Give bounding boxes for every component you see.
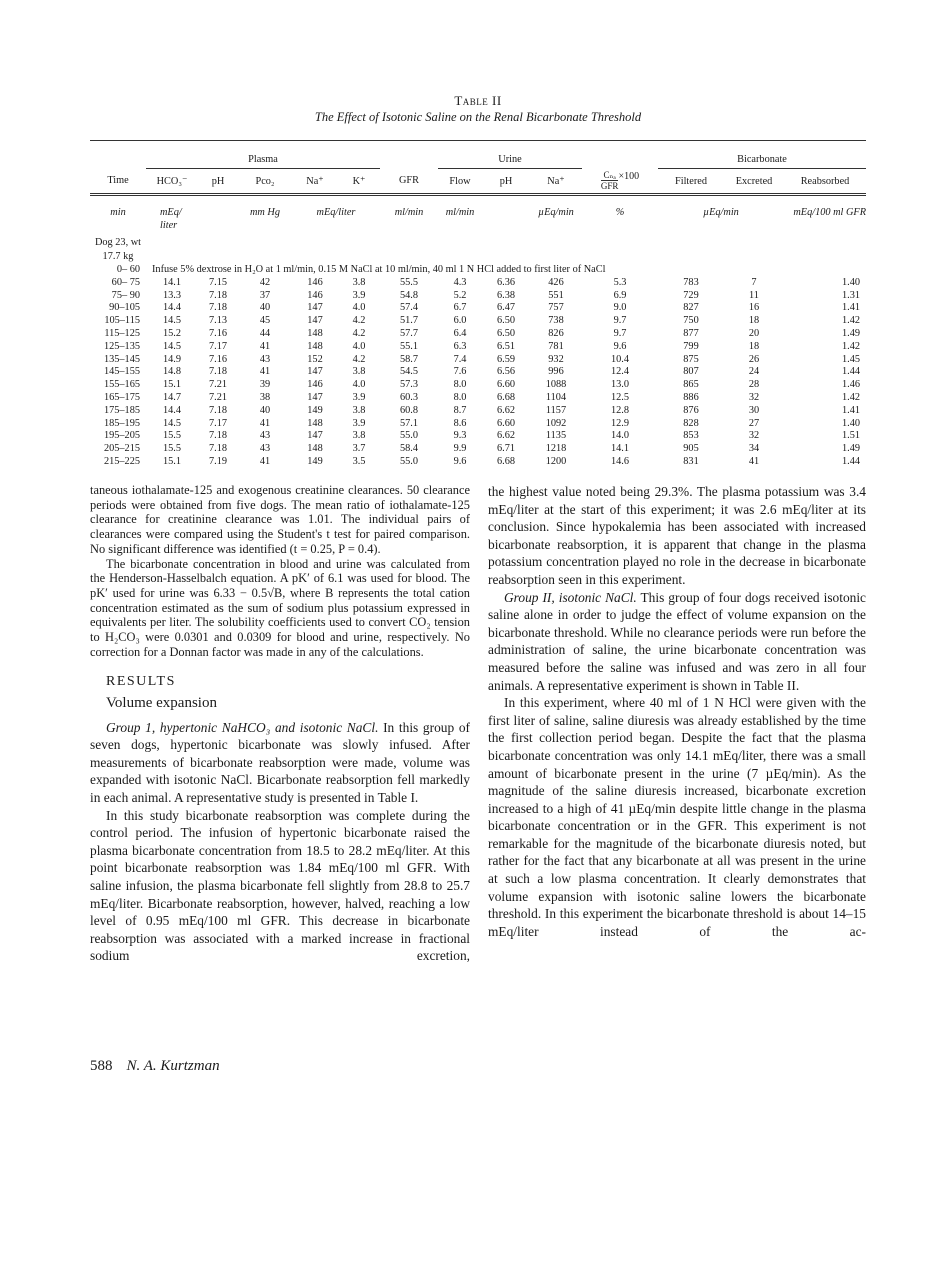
table-cell: 14.5 bbox=[162, 315, 182, 327]
table-cell: 7.4 bbox=[453, 353, 467, 365]
unit-label: mEq/ liter bbox=[160, 207, 182, 231]
table-cell: 8.0 bbox=[453, 391, 467, 403]
column-header: pH bbox=[482, 169, 530, 195]
table-cell: 45 bbox=[259, 315, 271, 327]
paragraph bbox=[488, 589, 866, 695]
table-cell: 1.44 bbox=[841, 366, 860, 378]
table-cell: 14.4 bbox=[162, 302, 182, 314]
table-cell: 1.44 bbox=[841, 455, 860, 467]
table-cell: 7.17 bbox=[208, 340, 228, 352]
table-cell: 7.6 bbox=[453, 366, 467, 378]
table-cell: 551 bbox=[548, 289, 564, 301]
table-row bbox=[90, 379, 866, 392]
table-cell: 3.8 bbox=[352, 430, 366, 442]
table-row bbox=[90, 366, 866, 379]
table-row bbox=[90, 392, 866, 405]
table-cell: 15.5 bbox=[162, 430, 182, 442]
subject-label: Dog 23, wt 17.7 kg bbox=[94, 237, 142, 262]
table-cell: 57.4 bbox=[399, 302, 419, 314]
group-plasma: Plasma bbox=[146, 145, 380, 169]
table-cell: 8.7 bbox=[453, 404, 467, 416]
table-cell: 152 bbox=[307, 353, 323, 365]
table-row bbox=[90, 277, 866, 290]
table-cell: 3.9 bbox=[352, 289, 366, 301]
table-cell: 12.9 bbox=[610, 417, 630, 429]
table-cell: 886 bbox=[683, 391, 699, 403]
table-cell: 38 bbox=[259, 391, 271, 403]
table-cell: 827 bbox=[683, 302, 699, 314]
table-cell: 14.8 bbox=[162, 366, 182, 378]
author: N. A. Kurtzman bbox=[126, 1058, 220, 1074]
table-cell: 9.7 bbox=[613, 327, 627, 339]
table-cell: 799 bbox=[683, 340, 699, 352]
table-row bbox=[90, 290, 866, 303]
table-cell: 1104 bbox=[545, 391, 567, 403]
paragraph: taneous iothalamate-125 and exogenous creatinine clearances. 50 clearance periods were obtained from five dogs. The mean ratio of iothalamate-125 clearance for creatinine clearance was 1.01. The individual pairs of clearances were compared using the Student's t test for paired comparison. No significant difference was identified (t = 0.25, P = 0.4). bbox=[90, 483, 470, 556]
table-cell: 3.8 bbox=[352, 276, 366, 288]
table-cell: 828 bbox=[683, 417, 699, 429]
infusion-note: Infuse 5% dextrose in H₂O at 1 ml/min, 0.15 M NaCl at 10 ml/min, 40 ml 1 N HCl added to first liter of NaCl bbox=[152, 264, 606, 275]
paragraph-lead: Group 1, hypertonic NaHCO₃ and isotonic NaCl. bbox=[106, 719, 379, 735]
table-cell: 807 bbox=[683, 366, 699, 378]
table-cell: 146 bbox=[307, 289, 323, 301]
table-cell: 6.7 bbox=[453, 302, 467, 314]
table-cell: 4.3 bbox=[453, 276, 467, 288]
table-cell: 16 bbox=[748, 302, 760, 314]
page-number: 588 bbox=[90, 1058, 113, 1074]
column-header: Flow bbox=[438, 169, 482, 195]
table-cell: 4.0 bbox=[352, 302, 366, 314]
table-cell: 55.0 bbox=[399, 430, 419, 442]
table-cell: 6.50 bbox=[496, 327, 516, 339]
table-cell: 5.3 bbox=[613, 276, 627, 288]
table-cell: 7.19 bbox=[208, 455, 228, 467]
table-cell: 8.6 bbox=[453, 417, 467, 429]
table-cell: 1.42 bbox=[841, 391, 860, 403]
unit-label: min bbox=[110, 207, 126, 218]
right-column bbox=[488, 483, 866, 940]
table-cell: 43 bbox=[259, 353, 271, 365]
units-row bbox=[90, 195, 866, 237]
table-cell: 7.18 bbox=[208, 443, 228, 455]
group-header-row bbox=[90, 145, 866, 169]
table-cell: 147 bbox=[307, 302, 323, 314]
table-cell: 41 bbox=[259, 340, 271, 352]
table-cell: 41 bbox=[259, 455, 271, 467]
table-cell: 60.8 bbox=[399, 404, 419, 416]
table-cell: 1.41 bbox=[841, 404, 860, 416]
table-cell: 7.18 bbox=[208, 430, 228, 442]
column-header: Na⁺ bbox=[530, 169, 582, 195]
table-cell: 55.1 bbox=[399, 340, 419, 352]
table-cell: 4.2 bbox=[352, 315, 366, 327]
table-row bbox=[90, 456, 866, 469]
time-cell: 105–115 bbox=[104, 315, 140, 327]
table-cell: 905 bbox=[683, 443, 699, 455]
table-cell: 148 bbox=[307, 417, 323, 429]
table-cell: 13.0 bbox=[610, 379, 630, 391]
table-row bbox=[90, 302, 866, 315]
table-cell: 24 bbox=[748, 366, 760, 378]
page-footer bbox=[90, 1058, 220, 1075]
table-cell: 39 bbox=[259, 379, 271, 391]
table-cell: 6.9 bbox=[613, 289, 627, 301]
table-cell: 60.3 bbox=[399, 391, 419, 403]
table-cell: 6.60 bbox=[496, 417, 516, 429]
table-cell: 3.5 bbox=[352, 455, 366, 467]
table-cell: 14.1 bbox=[610, 443, 630, 455]
table-cell: 32 bbox=[748, 391, 760, 403]
left-column bbox=[90, 483, 470, 965]
table-cell: 6.62 bbox=[496, 430, 516, 442]
table-cell: 729 bbox=[683, 289, 699, 301]
table-cell: 1.40 bbox=[841, 276, 860, 288]
column-header: Excreted bbox=[724, 169, 784, 195]
table-cell: 750 bbox=[683, 315, 699, 327]
column-header: K⁺ bbox=[338, 169, 380, 195]
table-cell: 12.4 bbox=[610, 366, 630, 378]
table-cell: 831 bbox=[683, 455, 699, 467]
column-header-cna-ratio: $\frac{\text{Cₙₐ}}{\text{GFR}}$ ×100 bbox=[582, 169, 658, 195]
table-cell: 7.16 bbox=[208, 353, 228, 365]
table-cell: 3.9 bbox=[352, 391, 366, 403]
table-cell: 54.5 bbox=[399, 366, 419, 378]
unit-label bbox=[198, 195, 238, 237]
paragraph-lead: Group II, isotonic NaCl. bbox=[504, 589, 637, 605]
table-cell: 6.0 bbox=[453, 315, 467, 327]
table-cell: 11 bbox=[749, 289, 759, 301]
table-cell: 148 bbox=[307, 340, 323, 352]
time-cell: 215–225 bbox=[103, 455, 140, 467]
group-bicarbonate: Bicarbonate bbox=[658, 145, 866, 169]
table-cell: 781 bbox=[548, 340, 564, 352]
table-cell: 877 bbox=[683, 327, 699, 339]
table-cell: 30 bbox=[748, 404, 760, 416]
table-cell: 6.51 bbox=[496, 340, 516, 352]
table-cell: 1.51 bbox=[841, 430, 860, 442]
table-cell: 51.7 bbox=[399, 315, 419, 327]
table-cell: 7.17 bbox=[208, 417, 228, 429]
table-cell: 9.6 bbox=[613, 340, 627, 352]
table-title: The Effect of Isotonic Saline on the Renal Bicarbonate Threshold bbox=[314, 110, 642, 124]
table-cell: 9.7 bbox=[613, 315, 627, 327]
table-cell: 3.9 bbox=[352, 417, 366, 429]
table-cell: 7.18 bbox=[208, 404, 228, 416]
table-cell: 40 bbox=[259, 404, 271, 416]
table-cell: 14.7 bbox=[162, 391, 182, 403]
table-row bbox=[90, 328, 866, 341]
unit-label: ml/min bbox=[394, 207, 424, 218]
table-cell: 58.7 bbox=[399, 353, 419, 365]
unit-label: µEq/min bbox=[703, 207, 739, 218]
table-cell: 14.1 bbox=[162, 276, 182, 288]
table-cell: 1.49 bbox=[841, 443, 860, 455]
column-header: GFR bbox=[380, 169, 438, 195]
table-cell: 26 bbox=[748, 353, 760, 365]
table-cell: 6.36 bbox=[496, 276, 516, 288]
column-header: pH bbox=[198, 169, 238, 195]
paragraph: The bicarbonate concentration in blood and urine was calculated from the Henderson-Hasselbalch equation. A pK′ of 6.1 was used for blood. The pK′ used for urine was 6.33 − 0.5√B, where B represents the total cation concentration estimated as the sum of sodium plus potassium expressed in equivalents per liter. The solubility coefficients used to convert CO₂ tension to H₂CO₃ were 0.0301 and 0.0309 for blood and urine, respectively. No correction for a Donnan factor was made in any of the calculations. bbox=[90, 556, 470, 659]
table-cell: 14.5 bbox=[162, 340, 182, 352]
table-cell: 6.68 bbox=[496, 391, 516, 403]
table-cell: 146 bbox=[307, 276, 323, 288]
table-cell: 57.3 bbox=[399, 379, 419, 391]
data-table bbox=[90, 140, 866, 469]
section-heading: RESULTS bbox=[106, 674, 176, 690]
table-cell: 58.4 bbox=[399, 443, 419, 455]
time-cell: 175–185 bbox=[103, 404, 140, 416]
table-row bbox=[90, 354, 866, 367]
table-cell: 426 bbox=[548, 276, 564, 288]
table-cell: 6.56 bbox=[496, 366, 516, 378]
table-cell: 9.0 bbox=[613, 302, 627, 314]
column-header: HCO₃⁻ bbox=[146, 169, 198, 195]
paragraph-text: In this group of seven dogs, hypertonic bicarbonate was slowly infused. After measurements of bicarbonate reabsorption were made, volume was expanded with isotonic NaCl. Bicarbonate reabsorption fell markedly in each animal. A representative study is presented in Table I. bbox=[90, 719, 470, 805]
column-header-row bbox=[90, 169, 866, 195]
table-cell: 43 bbox=[259, 443, 271, 455]
table-cell: 3.7 bbox=[352, 443, 366, 455]
table-cell: 6.68 bbox=[496, 455, 516, 467]
table-cell: 4.2 bbox=[352, 353, 366, 365]
paragraph: the highest value noted being 29.3%. The plasma potassium was 3.4 mEq/liter at the start of this experiment; it was 2.6 mEq/liter at its conclusion. Since hypokalemia has been associated with increased bicarbonate reabsorption, it is apparent that change in the plasma potassium concentration played no role in the decrease in bicarbonate reabsorption seen in this experiment. bbox=[488, 484, 866, 587]
infusion-row bbox=[90, 264, 866, 277]
table-cell: 3.8 bbox=[352, 366, 366, 378]
table-cell: 14.5 bbox=[162, 417, 182, 429]
time-cell: 185–195 bbox=[103, 417, 140, 429]
table-cell: 148 bbox=[307, 443, 323, 455]
time-cell: 165–175 bbox=[103, 391, 140, 403]
time-cell: 60– 75 bbox=[111, 276, 140, 288]
table-cell: 55.0 bbox=[399, 455, 419, 467]
table-cell: 1.46 bbox=[841, 379, 860, 391]
table-cell: 1092 bbox=[545, 417, 567, 429]
table-cell: 7.13 bbox=[208, 315, 228, 327]
table-cell: 6.3 bbox=[453, 340, 467, 352]
table-cell: 9.3 bbox=[453, 430, 467, 442]
table-cell: 1.45 bbox=[841, 353, 860, 365]
table-cell: 14.6 bbox=[610, 455, 630, 467]
table-cell: 57.7 bbox=[399, 327, 419, 339]
table-cell: 5.2 bbox=[453, 289, 467, 301]
subsection-heading: Volume expansion bbox=[106, 695, 217, 712]
table-row bbox=[90, 341, 866, 354]
table-row bbox=[90, 405, 866, 418]
paragraph bbox=[90, 719, 470, 807]
table-cell: 1.31 bbox=[841, 289, 860, 301]
table-cell: 6.47 bbox=[496, 302, 516, 314]
column-header: Time bbox=[90, 169, 146, 195]
unit-label: ml/min bbox=[445, 207, 475, 218]
table-cell: 6.71 bbox=[496, 443, 516, 455]
table-cell: 37 bbox=[259, 289, 271, 301]
table-cell: 42 bbox=[259, 276, 271, 288]
table-cell: 9.9 bbox=[453, 443, 467, 455]
table-cell: 18 bbox=[748, 315, 760, 327]
table-cell: 7.21 bbox=[208, 379, 228, 391]
table-cell: 54.8 bbox=[399, 289, 419, 301]
table-cell: 149 bbox=[307, 455, 323, 467]
time-cell: 205–215 bbox=[103, 443, 140, 455]
table-cell: 6.62 bbox=[496, 404, 516, 416]
table-row bbox=[90, 315, 866, 328]
table-cell: 43 bbox=[259, 430, 271, 442]
table-cell: 853 bbox=[683, 430, 699, 442]
table-cell: 40 bbox=[259, 302, 271, 314]
table-cell: 147 bbox=[307, 391, 323, 403]
table-cell: 865 bbox=[683, 379, 699, 391]
unit-label: mm Hg bbox=[249, 207, 281, 218]
table-cell: 8.0 bbox=[453, 379, 467, 391]
table-cell: 32 bbox=[748, 430, 760, 442]
time-cell: 125–135 bbox=[103, 340, 140, 352]
time-cell: 195–205 bbox=[103, 430, 140, 442]
table-cell: 1.42 bbox=[841, 315, 860, 327]
table-cell: 41 bbox=[259, 366, 271, 378]
column-header: Pco₂ bbox=[238, 169, 292, 195]
column-header: Reabsorbed bbox=[784, 169, 866, 195]
table-cell: 876 bbox=[683, 404, 699, 416]
table-cell: 1135 bbox=[545, 430, 567, 442]
table-cell: 6.60 bbox=[496, 379, 516, 391]
table-cell: 996 bbox=[548, 366, 564, 378]
table-cell: 148 bbox=[307, 327, 323, 339]
unit-label: mEq/liter bbox=[316, 207, 356, 218]
table-cell: 41 bbox=[259, 417, 271, 429]
table-cell: 6.38 bbox=[496, 289, 516, 301]
unit-label: µEq/min bbox=[538, 207, 574, 218]
table-cell: 1.40 bbox=[841, 417, 860, 429]
table-cell: 6.59 bbox=[496, 353, 516, 365]
table-cell: 9.6 bbox=[453, 455, 467, 467]
table-cell: 57.1 bbox=[399, 417, 419, 429]
table-row bbox=[90, 418, 866, 431]
table-cell: 7.18 bbox=[208, 302, 228, 314]
table-cell: 1200 bbox=[545, 455, 567, 467]
table-cell: 7.21 bbox=[208, 391, 228, 403]
group-urine: Urine bbox=[438, 145, 582, 169]
table-cell: 1157 bbox=[545, 404, 567, 416]
table-cell: 783 bbox=[683, 276, 699, 288]
table-cell: 28 bbox=[748, 379, 760, 391]
table-cell: 14.4 bbox=[162, 404, 182, 416]
time-cell: 115–125 bbox=[104, 327, 140, 339]
table-cell: 55.5 bbox=[399, 276, 419, 288]
time-cell: 90–105 bbox=[109, 302, 140, 314]
table-cell: 826 bbox=[548, 327, 564, 339]
table-cell: 147 bbox=[307, 315, 323, 327]
table-cell: 1218 bbox=[545, 443, 567, 455]
column-header: Filtered bbox=[658, 169, 724, 195]
table-cell: 7.18 bbox=[208, 366, 228, 378]
time-cell: 135–145 bbox=[103, 353, 140, 365]
paragraph: In this experiment, where 40 ml of 1 N HCl were given with the first liter of saline, saline diuresis was already established by the time the first collection period began. Despite the fact that the plasma bicarbonate concentration was only 14.1 mEq/liter, there was a small amount of bicarbonate present in the urine (7 µEq/min). As the magnitude of the saline diuresis increased, bicarbonate excretion increased to a high of 41 µEq/min despite little change in the plasma bicarbonate concentration or in the GFR. This experiment is not remarkable for the magnitude of the bicarbonate diuresis noted, but rather for the fact that any bicarbonate at all was present in the urine at such a low plasma concentration. It clearly demonstrates that volume expansion with isotonic saline lowers the bicarbonate threshold. In this experiment the bicarbonate threshold is about 14–15 mEq/liter instead of the ac- bbox=[488, 695, 866, 939]
table-cell: 4.0 bbox=[352, 340, 366, 352]
table-cell: 20 bbox=[748, 327, 760, 339]
table-cell: 15.2 bbox=[162, 327, 182, 339]
table-cell: 738 bbox=[548, 315, 564, 327]
time-cell: 75– 90 bbox=[111, 289, 140, 301]
table-cell: 34 bbox=[748, 443, 760, 455]
table-cell: 18 bbox=[748, 340, 760, 352]
time-cell: 155–165 bbox=[103, 379, 140, 391]
table-cell: 7.18 bbox=[208, 289, 228, 301]
table-cell: 147 bbox=[307, 430, 323, 442]
table-cell: 15.1 bbox=[162, 379, 182, 391]
table-cell: 12.8 bbox=[610, 404, 630, 416]
table-row bbox=[90, 443, 866, 456]
table-cell: 7.16 bbox=[208, 327, 228, 339]
table-cell: 147 bbox=[307, 366, 323, 378]
unit-label: % bbox=[615, 207, 625, 218]
table-cell: 3.8 bbox=[352, 404, 366, 416]
table-cell: 6.4 bbox=[453, 327, 467, 339]
table-cell: 7 bbox=[751, 276, 757, 288]
table-cell: 6.50 bbox=[496, 315, 516, 327]
table-cell: 149 bbox=[307, 404, 323, 416]
table-cell: 146 bbox=[307, 379, 323, 391]
table-cell: 7.15 bbox=[208, 276, 228, 288]
table-cell: 12.5 bbox=[610, 391, 630, 403]
table-row bbox=[90, 430, 866, 443]
table-cell: 1.41 bbox=[841, 302, 860, 314]
table-cell: 875 bbox=[683, 353, 699, 365]
table-cell: 27 bbox=[748, 417, 760, 429]
unit-label: mEq/100 ml GFR bbox=[793, 207, 866, 218]
table-cell: 932 bbox=[548, 353, 564, 365]
table-cell: 14.0 bbox=[610, 430, 630, 442]
table-cell: 14.9 bbox=[162, 353, 182, 365]
paragraph-text: This group of four dogs received isotonic saline alone in order to judge the effect of volume expansion on the bicarbonate threshold. While no clearance periods were run before the administration of saline, the urine bicarbonate concentration was measured before the saline was infused and was zero in all four animals. A representative experiment is shown in Table II. bbox=[488, 589, 867, 693]
table-cell: 1.49 bbox=[841, 327, 860, 339]
time-cell: 145–155 bbox=[103, 366, 140, 378]
unit-label bbox=[482, 195, 530, 237]
table-cell: 13.3 bbox=[162, 289, 182, 301]
column-header: Na⁺ bbox=[292, 169, 338, 195]
table-cell: 10.4 bbox=[610, 353, 630, 365]
table-caption: Table II bbox=[454, 93, 502, 108]
paragraph: In this study bicarbonate reabsorption was complete during the control period. The infusion of hypertonic bicarbonate raised the plasma bicarbonate concentration from 18.5 to 28.2 mEq/liter. At this point bicarbonate reabsorption was 1.84 mEq/100 ml GFR. With saline infusion, the plasma bicarbonate fell slightly from 28.8 to 25.7 mEq/liter. Bicarbonate reabsorption, however, halved, reaching a low level of 0.95 mEq/100 ml GFR. This decrease in bicarbonate reabsorption was associated with a marked increase in fractional sodium excretion, bbox=[90, 807, 470, 964]
table-cell: 15.1 bbox=[162, 455, 182, 467]
table-cell: 4.0 bbox=[352, 379, 366, 391]
table-cell: 15.5 bbox=[162, 443, 182, 455]
table-cell: 757 bbox=[548, 302, 564, 314]
table-cell: 1.42 bbox=[841, 340, 860, 352]
table-cell: 4.2 bbox=[352, 327, 366, 339]
table-cell: 41 bbox=[748, 455, 760, 467]
infusion-time: 0– 60 bbox=[116, 264, 140, 275]
table-cell: 44 bbox=[259, 327, 271, 339]
table-cell: 1088 bbox=[545, 379, 567, 391]
